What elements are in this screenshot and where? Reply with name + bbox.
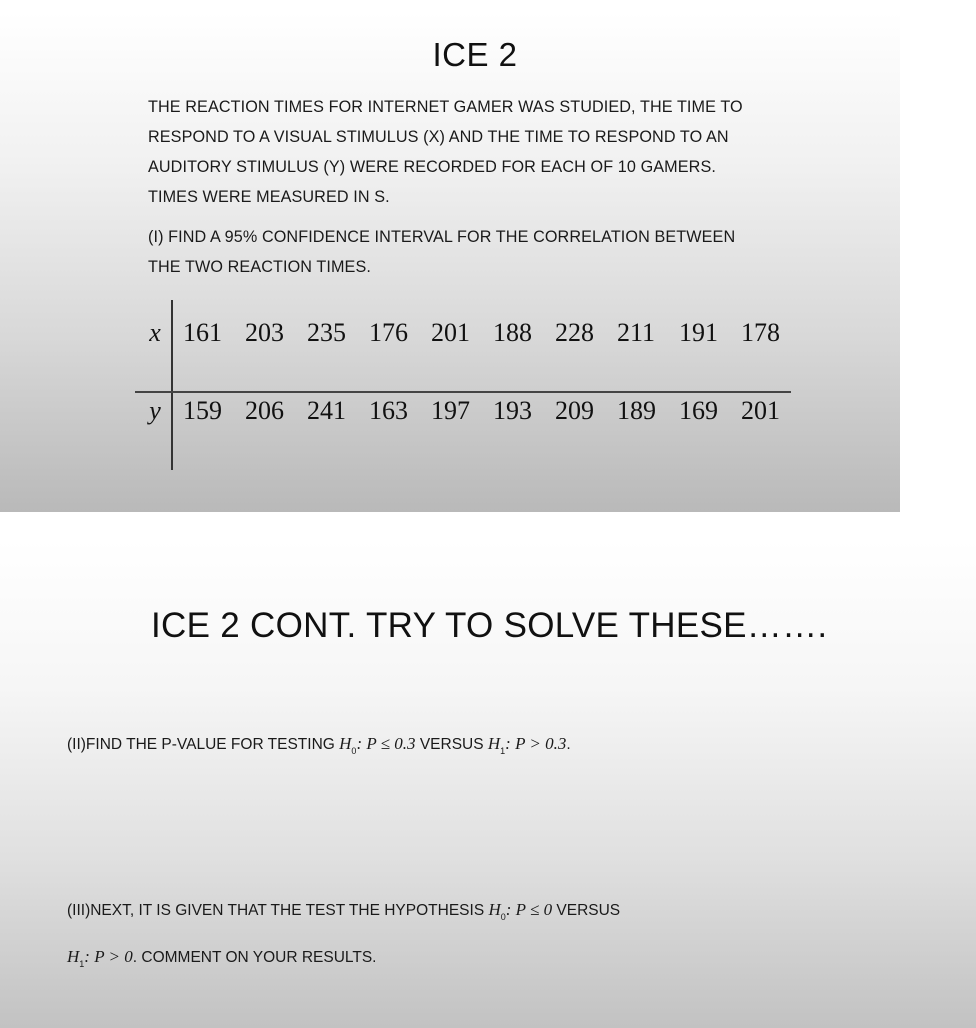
x-cell: 203: [245, 318, 284, 347]
y-cell: 193: [493, 396, 532, 425]
x-row-label: x: [149, 318, 161, 347]
q3-end: . COMMENT ON YOUR RESULTS.: [132, 949, 377, 966]
q2-h0-expr: : P ≤ 0.3: [356, 734, 416, 753]
x-cell: 161: [183, 318, 222, 347]
q3-prefix: (III)NEXT, IT IS GIVEN THAT THE TEST THE HYPOTHESIS: [67, 902, 489, 919]
question-2-line: [67, 730, 571, 765]
y-cell: 159: [183, 396, 222, 425]
x-cell: 235: [307, 318, 346, 347]
q3-h1: H: [67, 947, 80, 966]
slide1-title: ICE 2: [432, 36, 518, 73]
q3-mid: VERSUS: [552, 902, 621, 919]
slide2-title: ICE 2 CONT. TRY TO SOLVE THESE…….: [151, 606, 828, 645]
intro-line: TIMES WERE MEASURED IN S.: [148, 188, 390, 206]
q3-h1-expr: : P > 0: [84, 947, 133, 966]
q2-prefix: (II)FIND THE P-VALUE FOR TESTING: [67, 736, 340, 753]
question-line: (I) FIND A 95% CONFIDENCE INTERVAL FOR THE CORRELATION BETWEEN: [148, 228, 736, 246]
question-3-line-2: [67, 937, 620, 984]
q3-h0-expr: : P ≤ 0: [505, 900, 553, 919]
q2-mid: VERSUS: [415, 736, 488, 753]
x-cell: 188: [493, 318, 532, 347]
y-cell: 206: [245, 396, 284, 425]
y-cell: 169: [679, 396, 718, 425]
x-cell: 176: [369, 318, 408, 347]
q2-h0-sub: 0: [351, 746, 357, 756]
intro-line: THE REACTION TIMES FOR INTERNET GAMER WAS STUDIED, THE TIME TO: [148, 98, 743, 116]
question-1: [148, 222, 808, 282]
y-cell: 209: [555, 396, 594, 425]
question-3-line-1: [67, 890, 620, 937]
q2-h1-sub: 1: [500, 746, 506, 756]
q3-h0-sub: 0: [500, 912, 506, 922]
q3-h0: H: [488, 900, 501, 919]
y-cell: 241: [307, 396, 346, 425]
q3-h1-sub: 1: [79, 959, 85, 969]
data-table: [135, 300, 795, 470]
q2-h0: H: [339, 734, 352, 753]
x-cell: 228: [555, 318, 594, 347]
q2-end: .: [566, 736, 571, 753]
question-2: [67, 730, 571, 765]
y-cell: 201: [741, 396, 780, 425]
y-cell: 189: [617, 396, 656, 425]
y-cell: 197: [431, 396, 470, 425]
intro-line: RESPOND TO A VISUAL STIMULUS (X) AND THE TIME TO RESPOND TO AN: [148, 128, 729, 146]
table-horizontal-rule: [135, 391, 791, 393]
y-cell: 163: [369, 396, 408, 425]
q2-h1: H: [487, 734, 501, 753]
x-cell: 211: [617, 318, 656, 347]
x-cell: 178: [741, 318, 780, 347]
x-row: [183, 318, 803, 348]
x-cell: 191: [679, 318, 718, 347]
y-row: [183, 396, 803, 426]
intro-paragraph: [148, 92, 808, 212]
intro-line: AUDITORY STIMULUS (Y) WERE RECORDED FOR EACH OF 10 GAMERS.: [148, 158, 716, 176]
table-vertical-rule: [171, 300, 173, 470]
y-row-label: y: [149, 396, 161, 425]
q2-h1-expr: : P > 0.3: [505, 734, 567, 753]
x-cell: 201: [431, 318, 470, 347]
question-3: [67, 890, 620, 984]
question-line: THE TWO REACTION TIMES.: [148, 258, 371, 276]
